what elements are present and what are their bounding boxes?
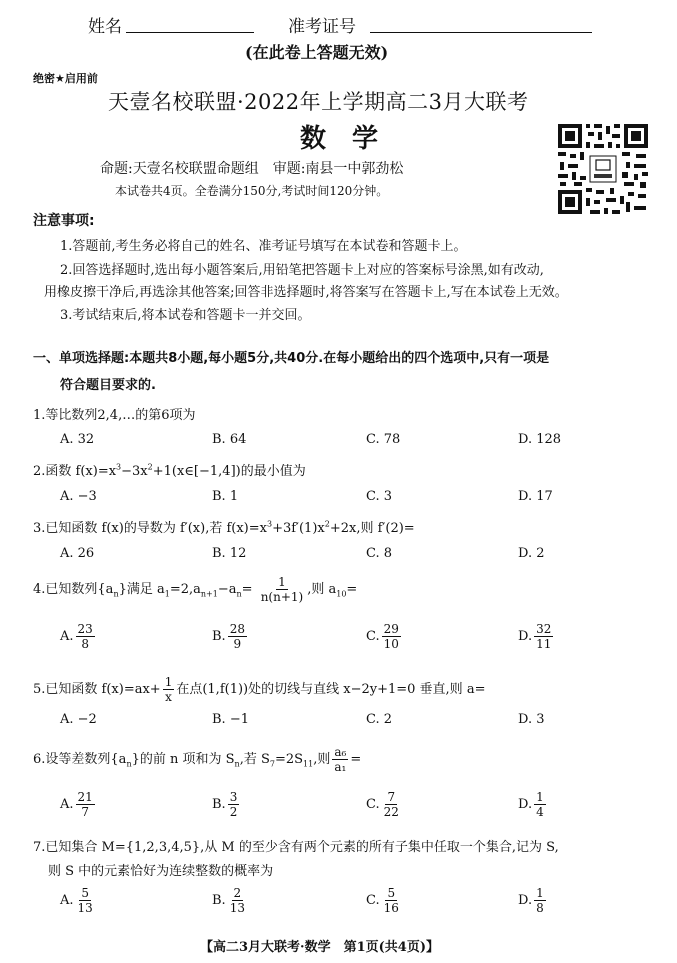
q2-option-a: A. −3 [60, 489, 97, 504]
q4-option-c: C. $\frac{29}{10}$ [366, 622, 399, 651]
paper-info: 本试卷共4页。全卷满分150分,考试时间120分钟。 [115, 184, 389, 198]
q5-stem-fraction: $\frac{1}{x}$ [164, 675, 173, 704]
q4-stem-fraction: $\frac{1}{n(n+1)}$ [260, 575, 304, 604]
q3-stem: 3.已知函数 f(x)的导数为 f′(x),若 $f(x)=x^3+3f'(1)x^2+2x$,则 f′(2)= [33, 519, 415, 536]
note-item-3: 3.考试结束后,将本试卷和答题卡一并交回。 [60, 308, 311, 323]
q3-option-b: B. 12 [212, 546, 247, 561]
q4-option-b: B. $\frac{28}{9}$ [212, 622, 245, 651]
q5-option-d: D. 3 [518, 712, 545, 727]
q7-stem-line2: 则 S 中的元素恰好为连续整数的概率为 [48, 864, 274, 879]
secret-tag: 绝密★启用前 [33, 72, 98, 85]
q2-option-d: D. 17 [518, 489, 553, 504]
no-answer-note: (在此卷上答题无效) [245, 43, 389, 62]
q7-option-d: D. $\frac{1}{8}$ [518, 886, 544, 915]
q6-stem: 6.设等差数列$\{a_n\}$的前 n 项和为 $S_n$,若 $S_7=2S_{11}$,则 $\frac{\text{a₆}}{\text{a₁}}$ = [33, 745, 362, 774]
id-blank [370, 32, 592, 33]
q3-option-d: D. 2 [518, 546, 545, 561]
q3-option-a: A. 26 [60, 546, 95, 561]
q5-option-a: A. −2 [60, 712, 97, 727]
main-title: 天壹名校联盟·2022年上学期高二3月大联考 [108, 90, 529, 114]
q5-stem: 5.已知函数 f(x)=ax+ $\frac{1}{x}$ 在点(1,f(1))处的切线与直线 x−2y+1=0 垂直,则 a= [33, 675, 486, 704]
subject-title: 数 学 [300, 124, 379, 154]
q5-option-b: B. −1 [212, 712, 249, 727]
qr-code-icon [556, 122, 650, 216]
id-label: 准考证号 [288, 17, 356, 37]
q1-option-c: C. 78 [366, 432, 401, 447]
section1-heading-cont: 符合题目要求的. [60, 378, 156, 393]
q6-option-b: B. $\frac{3}{2}$ [212, 790, 238, 819]
q2-option-b: B. 1 [212, 489, 239, 504]
q3-option-c: C. 8 [366, 546, 393, 561]
q1-option-a: A. 32 [60, 432, 95, 447]
note-item-2-cont: 用橡皮擦干净后,再选涂其他答案;回答非选择题时,将答案写在答题卡上,写在本试卷上无效。 [44, 285, 568, 300]
q6-stem-fraction: $\frac{\text{a₆}}{\text{a₁}}$ [334, 745, 347, 774]
page-footer: 【高二3月大联考·数学 第1页(共4页)】 [200, 940, 439, 955]
q2-option-c: C. 3 [366, 489, 393, 504]
name-blank [126, 32, 254, 33]
section1-heading: 一、单项选择题:本题共8小题,每小题5分,共40分.在每小题给出的四个选项中,只有一项是 [33, 351, 550, 366]
note-item-2: 2.回答选择题时,选出每小题答案后,用铅笔把答题卡上对应的答案标号涂黑,如有改动, [60, 263, 544, 278]
q6-option-d: D. $\frac{1}{4}$ [518, 790, 544, 819]
q6-option-a: A. $\frac{21}{7}$ [60, 790, 93, 819]
name-label: 姓名 [88, 17, 122, 37]
q6-option-c: C. $\frac{7}{22}$ [366, 790, 399, 819]
notes-title: 注意事项: [33, 213, 95, 229]
setters-line: 命题:天壹名校联盟命题组 审题:南县一中郭劲松 [100, 161, 404, 177]
q4-option-d: D. $\frac{32}{11}$ [518, 622, 552, 651]
q1-option-d: D. 128 [518, 432, 562, 447]
q7-stem-line1: 7.已知集合 M={1,2,3,4,5},从 M 的至少含有两个元素的所有子集中任取一个集合,记为 S, [33, 840, 559, 855]
q7-option-a: A. $\frac{5}{13}$ [60, 886, 93, 915]
q7-option-b: B. $\frac{2}{13}$ [212, 886, 245, 915]
note-item-1: 1.答题前,考生务必将自己的姓名、准考证号填写在本试卷和答题卡上。 [60, 239, 467, 254]
q4-stem: 4.已知数列$\{a_n\}$满足 $a_1=2,a_{n+1}-a_n=$ $\frac{1}{n(n+1)}$ ,则 $a_{10}=$ [33, 575, 358, 604]
q5-option-c: C. 2 [366, 712, 393, 727]
q1-stem: 1.等比数列2,4,…的第6项为 [33, 408, 196, 423]
q4-option-a: A. $\frac{23}{8}$ [60, 622, 93, 651]
q1-option-b: B. 64 [212, 432, 247, 447]
q7-option-c: C. $\frac{5}{16}$ [366, 886, 399, 915]
q2-stem: 2.函数 $f(x)=x^3-3x^2+1(x\in[-1,4])$的最小值为 [33, 462, 306, 479]
